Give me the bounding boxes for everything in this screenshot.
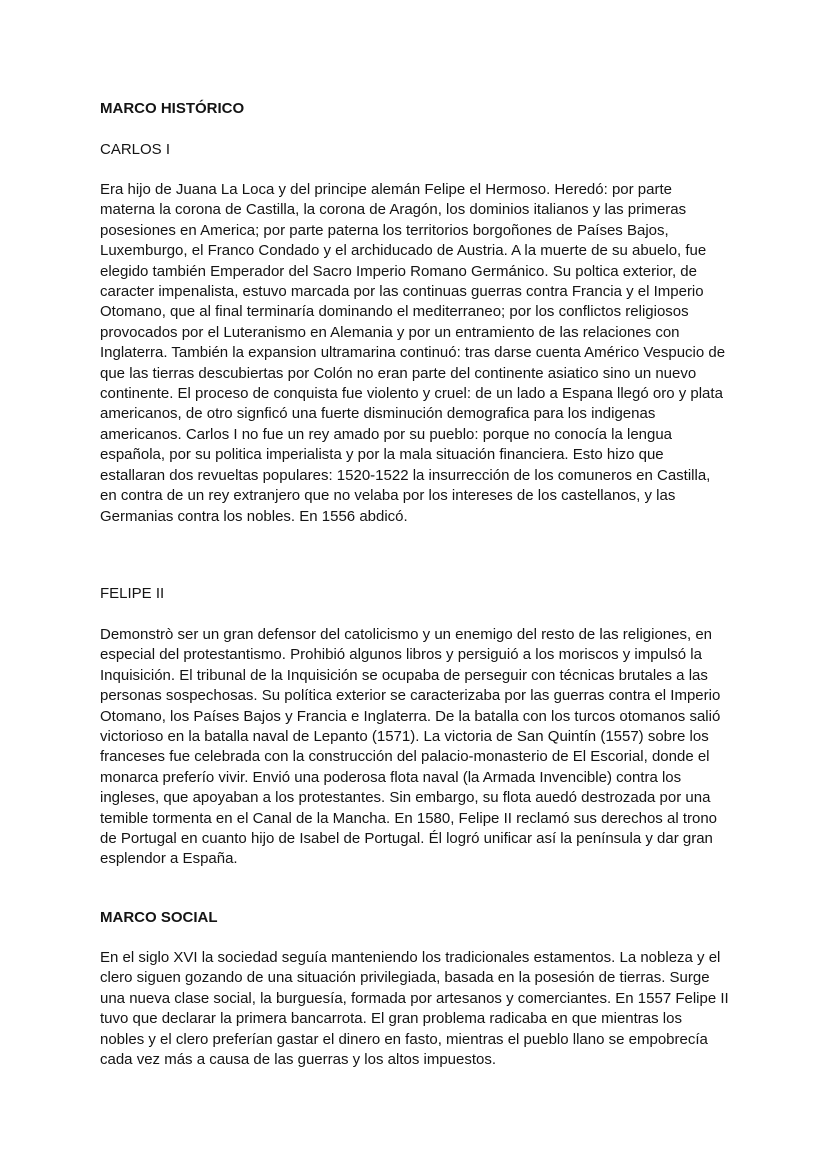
paragraph-felipe-ii: Demonstrò ser un gran defensor del catolicismo y un enemigo del resto de las religiones, en especial del protestantismo. Prohibió algunos libros y persiguió a los moriscos y impulsó la Inquisición. El tribunal de la Inquisición se ocupaba de perseguir con técnicas brutales a las personas sospechosas. Su política exterior se caracterizaba por las guerras contra el Imperio Otomano, los Países Bajos y Francia e Inglaterra. De la batalla con los turcos otomanos salió victorioso en la batalla naval de Lepanto (1571). La victoria de San Quintín (1557) sobre los franceses fue celebrada con la construcción del palacio-monasterio de El Escorial, donde el monarca preferío vivir. Envió una poderosa flota naval (la Armada Invencible) contra los ingleses, que apoyaban a los protestantes. Sin embargo, su flota auedó destrozada por una temible tormenta en el Canal de la Mancha. En 1580, Felipe II reclamó sus derechos al trono de Portugal en cuanto hijo de Isabel de Portugal. Él logró unificar así la península y dar gran esplendor a España.: [100, 626, 721, 868]
paragraph-carlos-i: Era hijo de Juana La Loca y del principe alemán Felipe el Hermoso. Heredó: por parte materna la corona de Castilla, la corona de Aragón, los dominios italianos y las primeras posesiones en America; por parte paterna los territorios borgoñones de Países Bajos, Luxemburgo, el Franco Condado y el archiducado de Austria. A la muerte de su abuelo, fue elegido también Emperador del Sacro Imperio Romano Germánico. Su poltica exterior, de caracter impenalista, estuvo marcada por las continuas guerras contra Francia y el Imperio Otomano, que al final terminaría dominando el mediterraneo; por los conflictos religiosos provocados por el Luteranismo en Alemania y por un entramiento de las relaciones con Inglaterra. También la expansion ultramarina continuó: tras darse cuenta Américo Vespucio de que las tierras descubiertas por Colón no eran parte del continente asiatico sino un nuevo continente. El proceso de conquista fue violento y cruel: de un lado a Espana llegó oro y plata americanos, de otro signficó una fuerte disminución demografica para los indigenas americanos. Carlos I no fue un rey amado por su pueblo: porque no conocía la lengua española, por su politica imperialista y por la mala situación financiera. Esto hizo que estallaran dos revueltas populares: 1520-1522 la insurrección de los comuneros en Castilla, en contra de un rey extranjero que no velaba por los intereses de los castellanos, y las Germanias contra los nobles. En 1556 abdicó.: [100, 181, 726, 525]
subheading-felipe-ii: FELIPE II: [100, 585, 165, 602]
heading-marco-social: MARCO SOCIAL: [100, 909, 218, 926]
paragraph-marco-social: En el siglo XVI la sociedad seguía manteniendo los tradicionales estamentos. La nobleza y el clero siguen gozando de una situación privilegiada, basada en la posesión de tierras. Surge una nueva clase social, la burguesía, formada por artesanos y comerciantes. En 1557 Felipe II tuvo que declarar la primera bancarrota. El gran problema radicaba en que mientras los nobles y el clero preferían gastar el dinero en fasto, mientras el pueblo llano se empobrecía cada vez más a causa de las guerras y los altos impuestos.: [100, 949, 729, 1069]
heading-marco-historico: MARCO HISTÓRICO: [100, 100, 245, 117]
subheading-carlos-i: CARLOS I: [100, 141, 171, 158]
